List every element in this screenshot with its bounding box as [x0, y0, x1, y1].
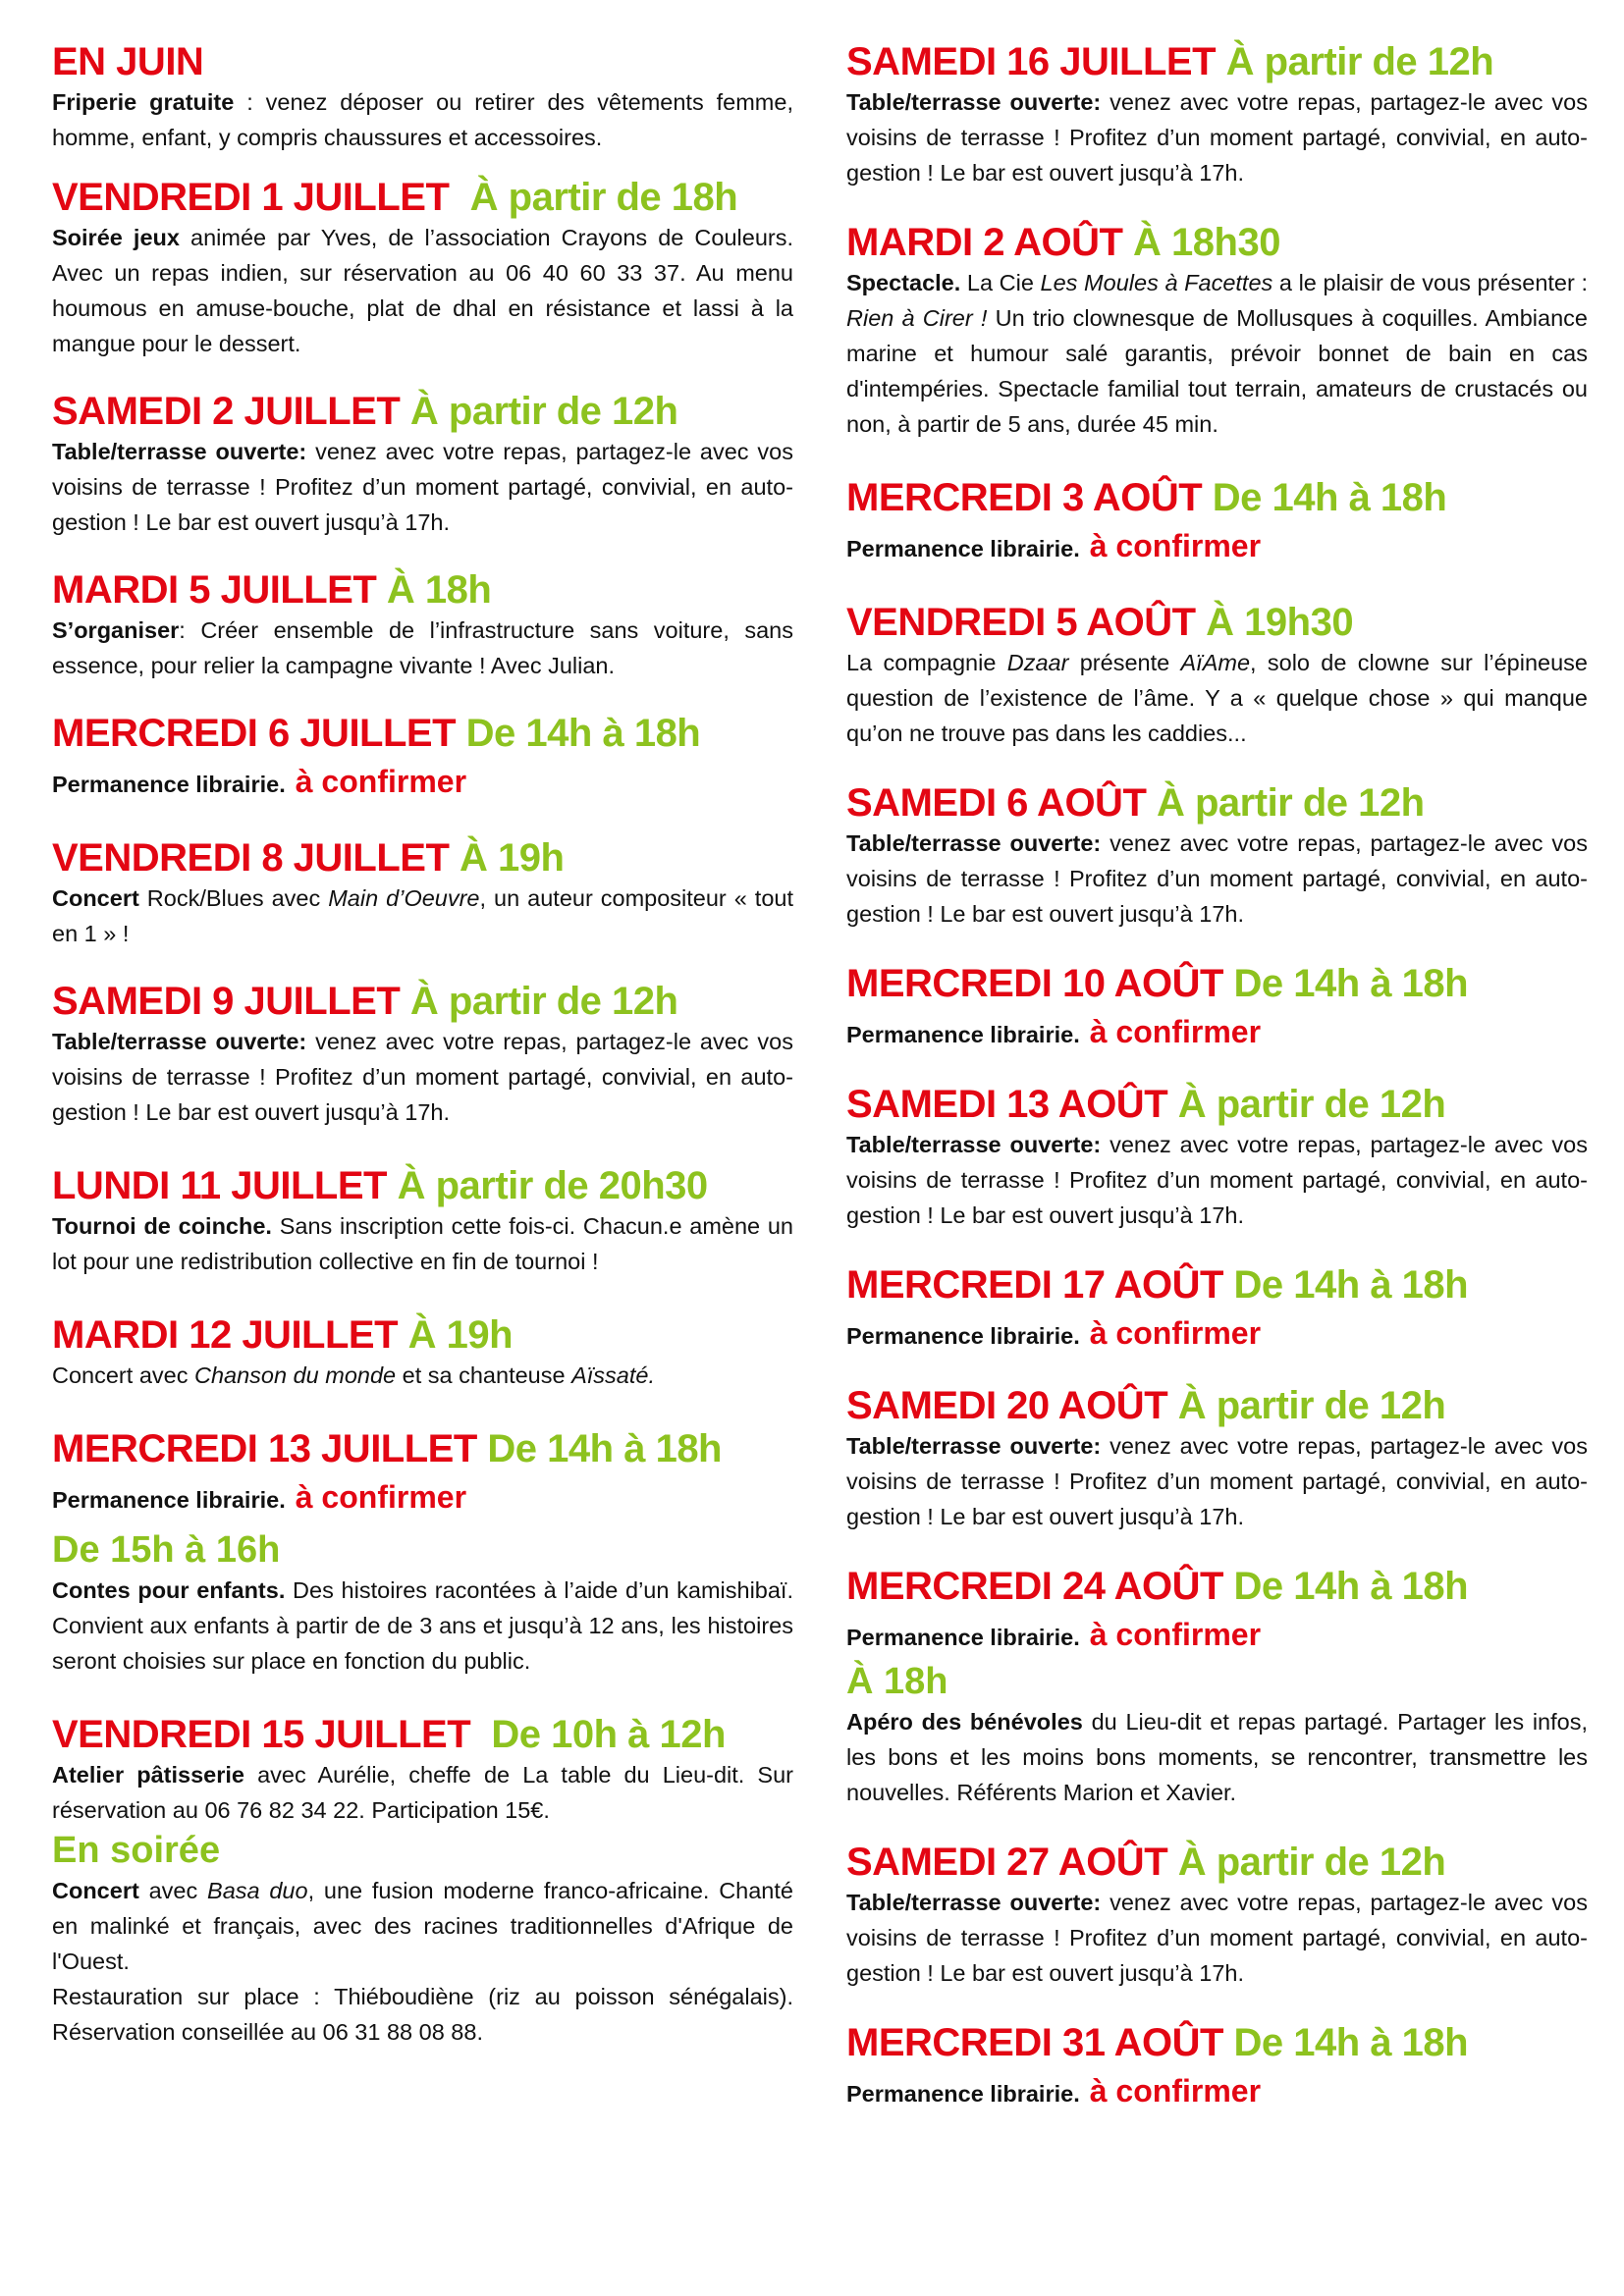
permanence-label: Permanence librairie.	[52, 772, 286, 797]
event-mercredi-24-aout	[846, 1564, 1588, 1810]
event-samedi-9-juillet	[52, 979, 793, 1130]
event-time: À partir de 12h	[1225, 40, 1494, 83]
event-vendredi-1-juillet	[52, 175, 793, 361]
event-lead: Table/terrasse ouverte:	[52, 439, 307, 464]
event-text: : venez déposer ou retirer des vêtements femme, homme, enfant, y compris chaussures et accessoires.	[52, 89, 793, 150]
event-mardi-2-aout	[846, 220, 1588, 442]
event-italic: Main d’Oeuvre	[328, 885, 480, 911]
permanence-label: Permanence librairie.	[52, 1487, 286, 1513]
event-mercredi-6-juillet	[52, 711, 793, 806]
event-heading	[846, 1262, 1588, 1308]
event-date: MERCREDI 31 AOÛT	[846, 2021, 1223, 2064]
permanence-line	[52, 760, 793, 806]
event-heading	[52, 567, 793, 613]
event-text: : Créer ensemble de l’infrastructure sans voiture, sans essence, pour relier la campagne vivante ! Avec Julian.	[52, 617, 793, 678]
event-time: À partir de 12h	[409, 390, 678, 433]
event-heading	[846, 961, 1588, 1006]
event-text: venez avec votre repas, partagez-le avec vos voisins de terrasse ! Profitez d’un moment partagé, convivial, en auto-gestion ! Le bar est ouvert jusqu’à 17h.	[846, 830, 1588, 927]
event-description	[52, 1024, 793, 1130]
event-time: À partir de 12h	[1177, 1841, 1446, 1884]
event-date: SAMEDI 2 JUILLET	[52, 390, 401, 433]
event-description	[846, 1885, 1588, 1991]
event-text: a le plaisir de vous présenter :	[1272, 270, 1588, 295]
event-italic: Rien à Cirer !	[846, 305, 988, 331]
event-samedi-16-juillet	[846, 39, 1588, 190]
event-heading	[846, 780, 1588, 826]
permanence-line	[52, 1475, 793, 1522]
event-description	[52, 1208, 793, 1279]
event-time: À partir de 18h	[469, 176, 738, 219]
event-text: venez avec votre repas, partagez-le avec vos voisins de terrasse ! Profitez d’un moment partagé, convivial, en auto-gestion ! Le bar est ouvert jusqu’à 17h.	[846, 89, 1588, 186]
event-lead: Concert	[52, 885, 139, 911]
event-heading	[52, 1312, 793, 1358]
event-heading	[52, 389, 793, 434]
event-lead: Contes pour enfants.	[52, 1577, 286, 1603]
event-samedi-13-aout	[846, 1082, 1588, 1233]
event-description	[52, 1873, 793, 1979]
event-date: SAMEDI 6 AOÛT	[846, 781, 1147, 825]
event-description	[846, 645, 1588, 751]
event-time: À 19h	[460, 836, 565, 880]
event-heading	[846, 1383, 1588, 1428]
event-italic: Basa duo	[207, 1878, 308, 1903]
event-time: De 14h à 18h	[487, 1427, 722, 1470]
event-date: VENDREDI 8 JUILLET	[52, 836, 450, 880]
event-heading	[52, 711, 793, 756]
event-vendredi-5-aout	[846, 600, 1588, 751]
event-description	[846, 1428, 1588, 1534]
event-description	[52, 613, 793, 683]
event-description	[846, 84, 1588, 190]
event-time: De 14h à 18h	[1233, 2021, 1469, 2064]
event-heading	[846, 39, 1588, 84]
event-text: venez avec votre repas, partagez-le avec vos voisins de terrasse ! Profitez d’un moment partagé, convivial, en auto-gestion ! Le bar est ouvert jusqu’à 17h.	[52, 1029, 793, 1125]
event-lead: Table/terrasse ouverte:	[846, 89, 1102, 115]
event-heading	[846, 1564, 1588, 1609]
permanence-line	[846, 524, 1588, 570]
event-time: De 14h à 18h	[1233, 1565, 1469, 1608]
event-text: venez avec votre repas, partagez-le avec vos voisins de terrasse ! Profitez d’un moment partagé, convivial, en auto-gestion ! Le bar est ouvert jusqu’à 17h.	[52, 439, 793, 535]
confirm-note: à confirmer	[295, 764, 467, 799]
event-description	[846, 826, 1588, 932]
event-date: LUNDI 11 JUILLET	[52, 1164, 387, 1207]
confirm-note: à confirmer	[1089, 2073, 1262, 2109]
event-date: MERCREDI 10 AOÛT	[846, 962, 1223, 1005]
event-text: Des histoires racontées à l’aide d’un kamishibaï. Convient aux enfants à partir de de 3 ans et jusqu’à 12 ans, les histoires seront choisies sur place en fonction du public.	[52, 1577, 793, 1674]
event-lead: Soirée jeux	[52, 225, 180, 250]
event-date: SAMEDI 20 AOÛT	[846, 1384, 1168, 1427]
event-mardi-5-juillet	[52, 567, 793, 683]
event-description	[52, 1358, 793, 1393]
event-date: MERCREDI 3 AOÛT	[846, 476, 1203, 519]
event-description	[52, 881, 793, 951]
event-italic: Chanson du monde	[193, 1362, 397, 1388]
event-date: MERCREDI 6 JUILLET	[52, 712, 457, 755]
right-column	[846, 39, 1588, 2143]
event-heading	[52, 175, 793, 220]
event-description	[52, 1573, 793, 1679]
event-lead: Spectacle.	[846, 270, 961, 295]
permanence-label: Permanence librairie.	[846, 1022, 1080, 1047]
event-text: avec Aurélie, cheffe de La table du Lieu-dit. Sur réservation au 06 76 82 34 22. Participation 15€.	[52, 1762, 793, 1823]
event-date: VENDREDI 1 JUILLET	[52, 176, 450, 219]
event-date: EN JUIN	[52, 40, 204, 83]
event-time: De 14h à 18h	[1212, 476, 1447, 519]
event-lead: Friperie gratuite	[52, 89, 235, 115]
event-heading	[846, 1840, 1588, 1885]
event-italic: Dzaar	[1006, 650, 1069, 675]
event-lead: S’organiser	[52, 617, 180, 643]
event-text: Un trio clownesque de Mollusques à coquilles. Ambiance marine et humour salé garantis, prévoir bonnet de bain en cas d'intempéries. Spectacle familial tout terrain, amateurs de crustacés ou non, à partir de 5 ans, durée 45 min.	[846, 305, 1588, 437]
event-time: De 14h à 18h	[1233, 962, 1469, 1005]
event-heading	[846, 475, 1588, 520]
event-date: MERCREDI 24 AOÛT	[846, 1565, 1223, 1608]
event-text: animée par Yves, de l’association Crayons de Couleurs. Avec un repas indien, sur réservation au 06 40 60 33 37. Au menu houmous en amuse-bouche, plat de dhal en résistance et lassi à la mangue pour le dessert.	[52, 225, 793, 356]
permanence-line	[846, 1311, 1588, 1358]
permanence-label: Permanence librairie.	[846, 1625, 1080, 1650]
event-time: À partir de 12h	[1157, 781, 1425, 825]
event-date: MARDI 2 AOÛT	[846, 221, 1123, 264]
event-date: MARDI 5 JUILLET	[52, 568, 377, 612]
event-vendredi-8-juillet	[52, 835, 793, 951]
event-date: MARDI 12 JUILLET	[52, 1313, 399, 1357]
event-mercredi-17-aout	[846, 1262, 1588, 1358]
event-mercredi-13-juillet	[52, 1426, 793, 1679]
event-time: À partir de 20h30	[397, 1164, 708, 1207]
event-heading	[52, 979, 793, 1024]
event-time: De 10h à 12h	[491, 1713, 726, 1756]
event-lead: Table/terrasse ouverte:	[52, 1029, 307, 1054]
event-time: À partir de 12h	[1177, 1083, 1446, 1126]
event-description	[846, 1704, 1588, 1810]
event-text: Concert avec	[52, 1362, 194, 1388]
event-mercredi-3-aout	[846, 475, 1588, 570]
event-heading	[846, 220, 1588, 265]
event-time: À 18h	[386, 568, 492, 612]
event-heading	[52, 1163, 793, 1208]
confirm-note: à confirmer	[1089, 1014, 1262, 1049]
confirm-note: à confirmer	[1089, 1617, 1262, 1652]
event-description	[846, 1127, 1588, 1233]
event-italic: Aïssaté.	[571, 1362, 655, 1388]
event-samedi-6-aout	[846, 780, 1588, 932]
event-description	[52, 1757, 793, 1828]
event-heading	[52, 835, 793, 881]
event-text: , une fusion moderne franco-africaine. Chanté en malinké et français, avec des racines traditionnelles d'Afrique de l'Ouest.	[52, 1878, 793, 1974]
event-text: présente	[1068, 650, 1181, 675]
permanence-label: Permanence librairie.	[846, 536, 1080, 561]
permanence-line	[846, 2069, 1588, 2115]
event-text: , solo de clowne sur l’épineuse question de l’existence de l’âme. Y a « quelque chose » qui manque qu’on ne trouve pas dans les caddies...	[846, 650, 1588, 746]
event-text: , un auteur compositeur « tout en 1 » !	[52, 885, 793, 946]
event-date: VENDREDI 5 AOÛT	[846, 601, 1196, 644]
event-lead: Table/terrasse ouverte:	[846, 1890, 1102, 1915]
event-time: À partir de 12h	[1177, 1384, 1446, 1427]
event-italic: Les Moules à Facettes	[1040, 270, 1273, 295]
event-lead: Concert	[52, 1878, 139, 1903]
event-lundi-11-juillet	[52, 1163, 793, 1279]
permanence-line	[846, 1010, 1588, 1056]
left-column	[52, 39, 793, 2077]
event-description	[52, 220, 793, 361]
event-time: À 18h30	[1133, 221, 1280, 264]
event-date: MERCREDI 17 AOÛT	[846, 1263, 1223, 1307]
event-subtime: En soirée	[52, 1830, 221, 1871]
event-lead: Table/terrasse ouverte:	[846, 1132, 1102, 1157]
event-date: MERCREDI 13 JUILLET	[52, 1427, 477, 1470]
event-text: venez avec votre repas, partagez-le avec vos voisins de terrasse ! Profitez d’un moment partagé, convivial, en auto-gestion ! Le bar est ouvert jusqu’à 17h.	[846, 1890, 1588, 1986]
event-description	[846, 265, 1588, 442]
event-time: À partir de 12h	[409, 980, 678, 1023]
event-text: La compagnie	[846, 650, 1007, 675]
event-heading	[52, 1712, 793, 1757]
permanence-label: Permanence librairie.	[846, 1323, 1080, 1349]
confirm-note: à confirmer	[295, 1479, 467, 1515]
event-date: SAMEDI 16 JUILLET	[846, 40, 1217, 83]
event-lead: Table/terrasse ouverte:	[846, 830, 1102, 856]
event-text: venez avec votre repas, partagez-le avec vos voisins de terrasse ! Profitez d’un moment partagé, convivial, en auto-gestion ! Le bar est ouvert jusqu’à 17h.	[846, 1132, 1588, 1228]
event-time: À 19h	[407, 1313, 514, 1357]
event-text: avec	[138, 1878, 208, 1903]
event-lead: Apéro des bénévoles	[846, 1709, 1083, 1735]
confirm-note: à confirmer	[1089, 1315, 1262, 1351]
event-heading	[52, 1426, 793, 1471]
permanence-line	[846, 1613, 1588, 1659]
event-date: VENDREDI 15 JUILLET	[52, 1713, 471, 1756]
event-text: et sa chanteuse	[396, 1362, 572, 1388]
event-heading	[846, 600, 1588, 645]
event-lead: Tournoi de coinche.	[52, 1213, 272, 1239]
event-mercredi-31-aout	[846, 2020, 1588, 2115]
event-description	[52, 84, 793, 155]
event-heading	[52, 39, 793, 84]
event-samedi-20-aout	[846, 1383, 1588, 1534]
event-subtime: À 18h	[846, 1661, 948, 1702]
event-text: venez avec votre repas, partagez-le avec vos voisins de terrasse ! Profitez d’un moment partagé, convivial, en auto-gestion ! Le bar est ouvert jusqu’à 17h.	[846, 1433, 1588, 1529]
event-mercredi-10-aout	[846, 961, 1588, 1056]
event-vendredi-15-juillet	[52, 1712, 793, 2050]
event-time: De 14h à 18h	[465, 712, 701, 755]
event-samedi-27-aout	[846, 1840, 1588, 1991]
event-date: SAMEDI 9 JUILLET	[52, 980, 401, 1023]
event-time: De 14h à 18h	[1233, 1263, 1469, 1307]
event-italic: AïAme	[1180, 650, 1251, 675]
event-mardi-12-juillet	[52, 1312, 793, 1393]
event-text: Sans inscription cette fois-ci. Chacun.e amène un lot pour une redistribution collective en fin de tournoi !	[52, 1213, 793, 1274]
event-heading	[846, 2020, 1588, 2065]
event-lead: Atelier pâtisserie	[52, 1762, 244, 1788]
event-text: Rock/Blues avec	[138, 885, 329, 911]
event-en-juin	[52, 39, 793, 155]
event-text: du Lieu-dit et repas partagé. Partager les infos, les bons et les moins bons moments, se rencontrer, transmettre les nouvelles. Référents Marion et Xavier.	[846, 1709, 1589, 1805]
event-samedi-2-juillet	[52, 389, 793, 540]
event-description: Restauration sur place : Thiéboudiène (riz au poisson sénégalais). Réservation conseillée au 06 31 88 08 88.	[52, 1984, 793, 2045]
event-date: SAMEDI 13 AOÛT	[846, 1083, 1168, 1126]
confirm-note: à confirmer	[1089, 528, 1262, 563]
event-date: SAMEDI 27 AOÛT	[846, 1841, 1168, 1884]
event-heading	[846, 1082, 1588, 1127]
event-time: À 19h30	[1206, 601, 1354, 644]
event-description	[52, 434, 793, 540]
event-lead: Table/terrasse ouverte:	[846, 1433, 1102, 1459]
event-subtime: De 15h à 16h	[52, 1529, 281, 1571]
permanence-label: Permanence librairie.	[846, 2081, 1080, 2107]
event-text: La Cie	[960, 270, 1041, 295]
